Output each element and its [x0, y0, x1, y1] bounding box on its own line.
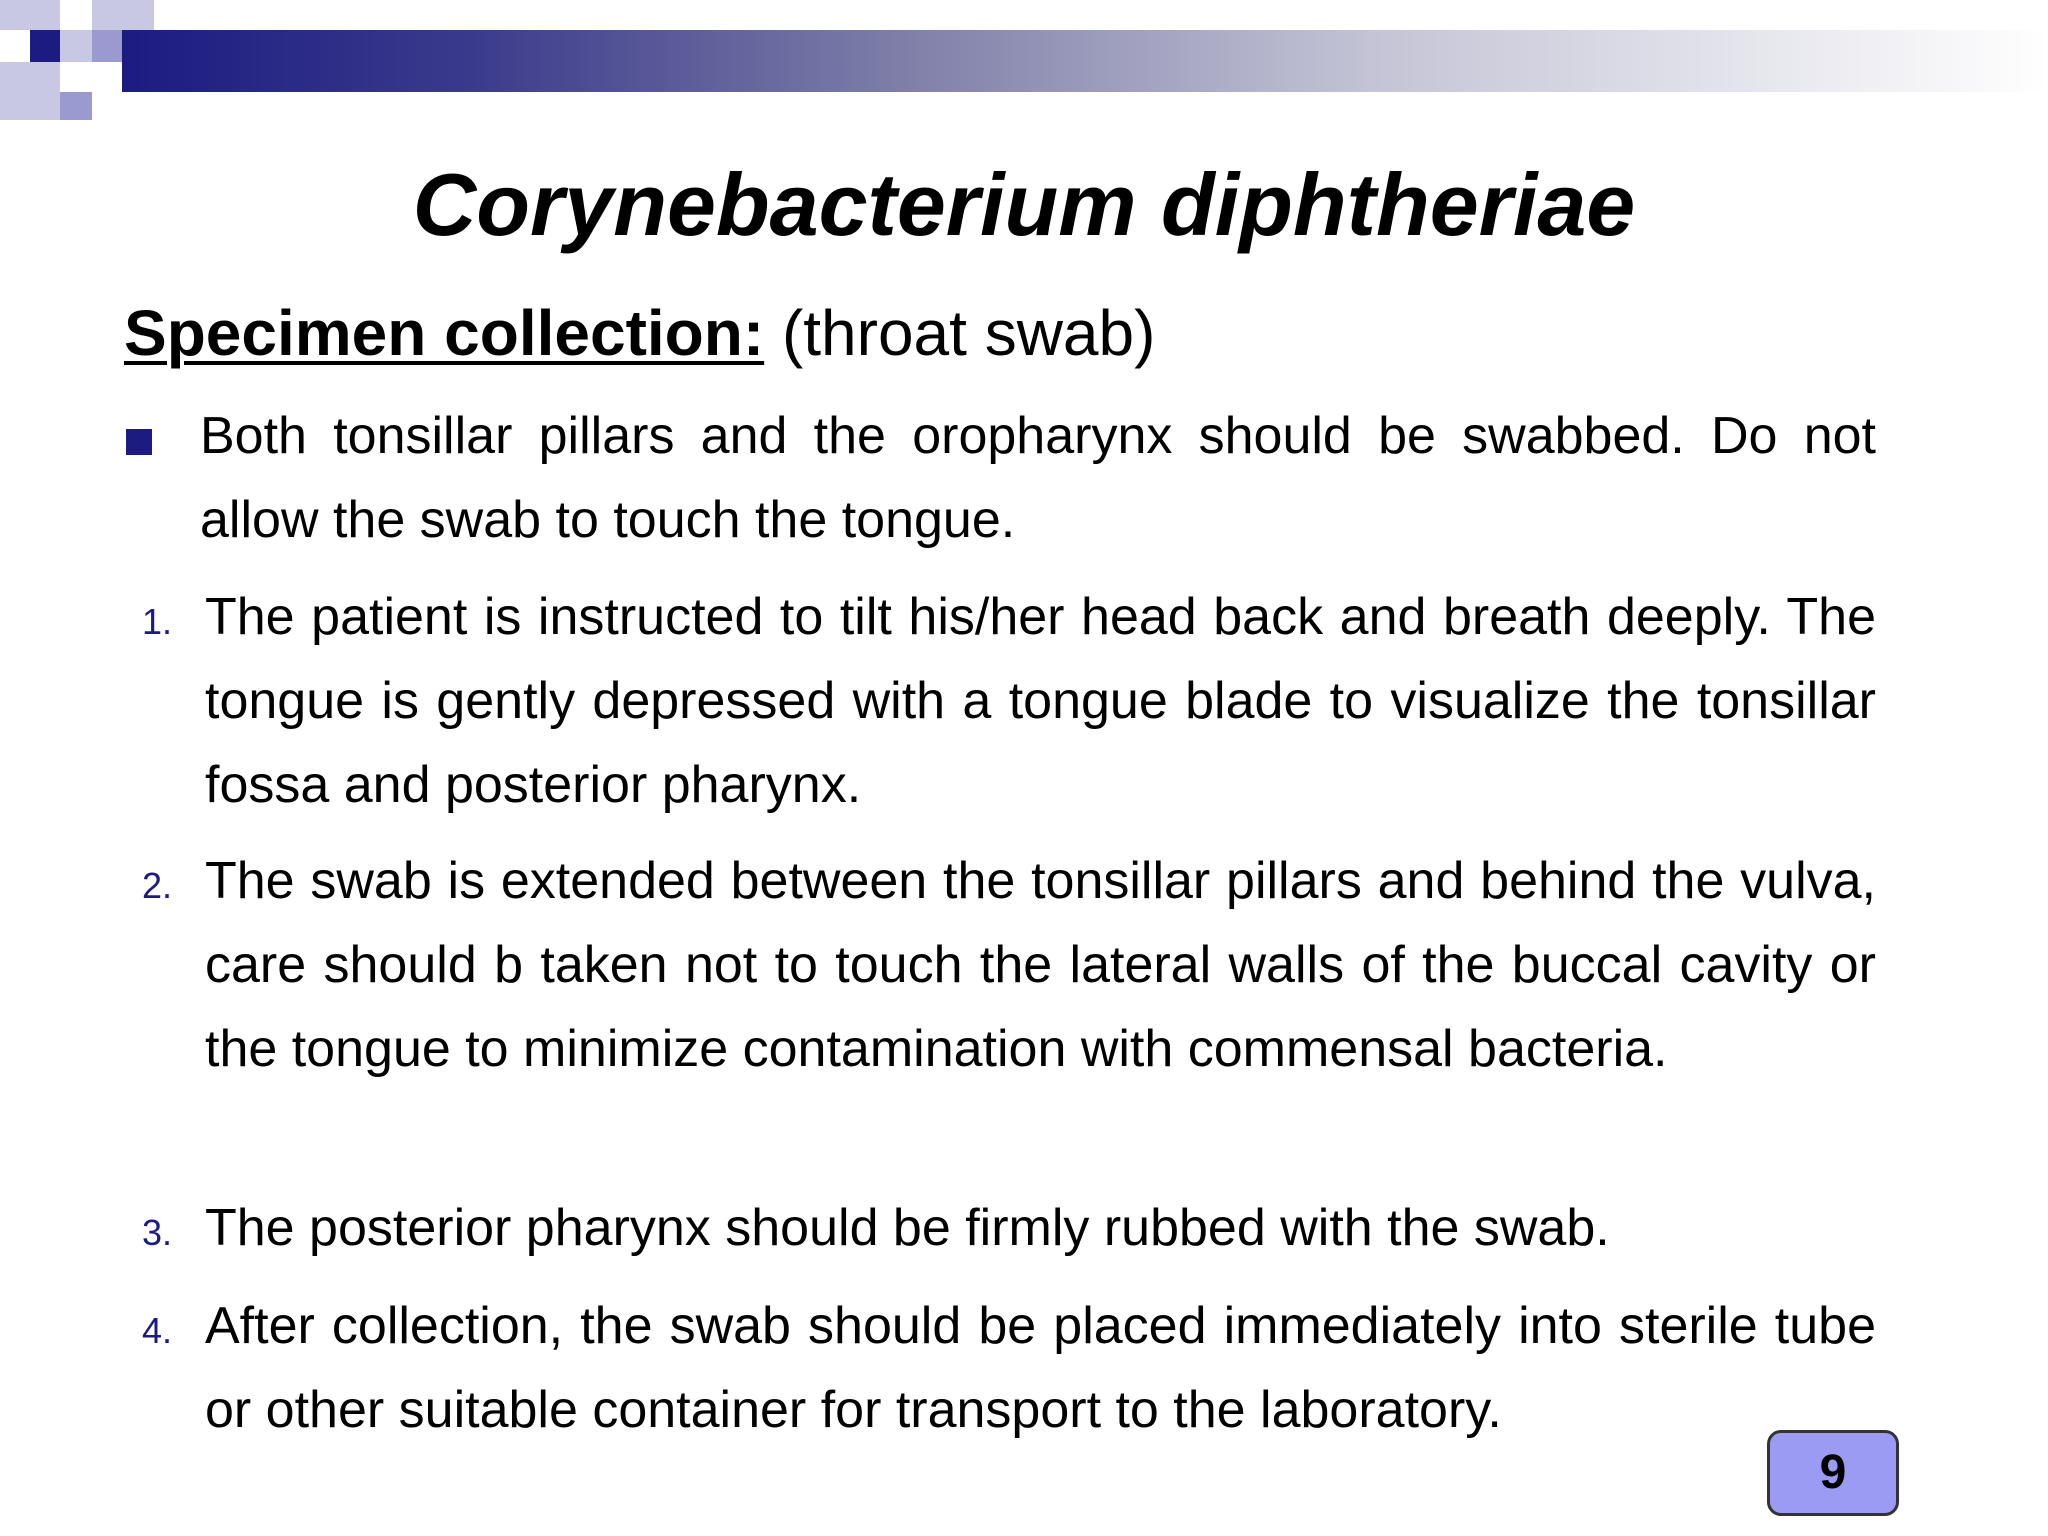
item-number: 3. [142, 1212, 173, 1253]
header-gradient-bar [122, 30, 2048, 92]
list-item: The patient is instructed to tilt his/her head back and breath deeply. The tongue is gently depressed with a tongue blade to visualize the tonsillar fossa and posterior pharynx. [205, 588, 1876, 814]
slide-title: Corynebacterium diphtheriae [412, 155, 1636, 254]
subheading-label: Specimen collection: [124, 297, 765, 369]
decor-square [60, 30, 92, 62]
item-number: 4. [142, 1310, 173, 1351]
item-number: 2. [142, 865, 173, 906]
decor-square [0, 0, 60, 30]
decor-square [60, 92, 92, 120]
list-item: After collection, the swab should be placed immediately into sterile tube or other suitable container for transport to the laboratory. [205, 1297, 1876, 1439]
decor-square [92, 30, 122, 62]
subheading [124, 295, 1155, 371]
square-bullet-icon [126, 429, 152, 455]
bullet-paragraph: Both tonsillar pillars and the oropharynx should be swabbed. Do not allow the swab to touch the tongue. [200, 407, 1876, 549]
subheading-note: (throat swab) [764, 297, 1156, 369]
decor-square [0, 62, 60, 120]
page-number-badge: 9 [1767, 1430, 1899, 1516]
list-item: The swab is extended between the tonsillar pillars and behind the vulva, care should b taken not to touch the lateral walls of the buccal cavity or the tongue to minimize contamination with commensal bacteria. [205, 852, 1876, 1078]
item-number: 1. [142, 601, 173, 642]
decor-square [92, 0, 154, 30]
decor-square [30, 30, 60, 62]
list-item: The posterior pharynx should be firmly rubbed with the swab. [205, 1199, 1610, 1257]
